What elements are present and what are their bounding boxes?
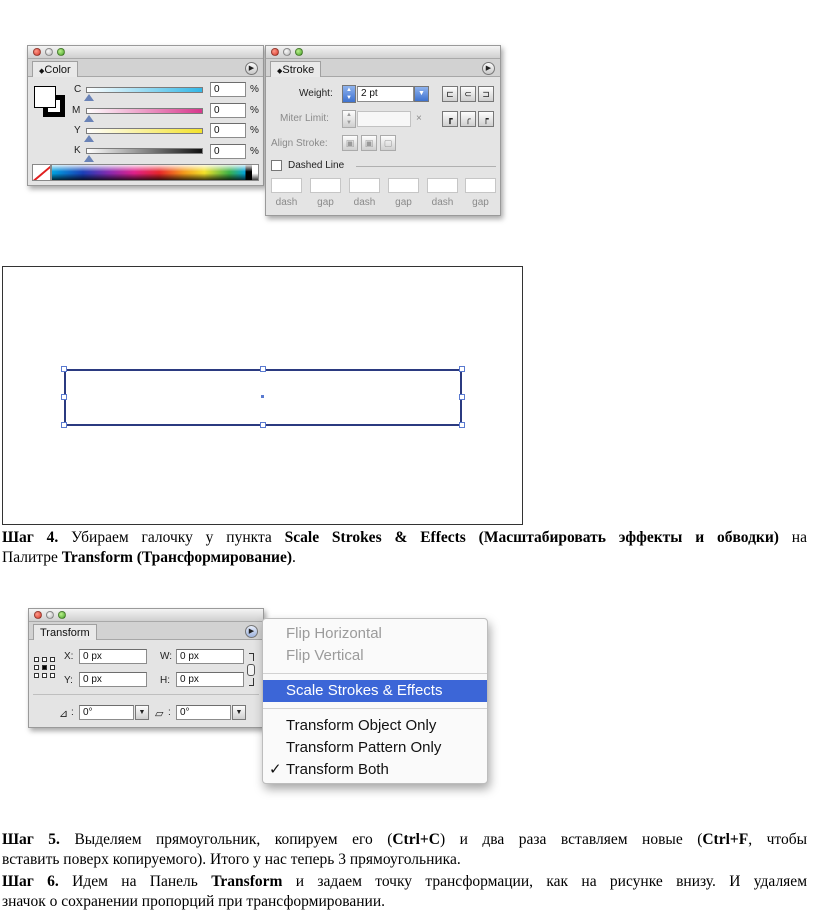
step-4-bold-2: Transform (Трансформирование) [61,549,293,566]
h-input[interactable]: 0 px [176,672,244,687]
channel-k-thumb[interactable] [84,155,94,162]
close-icon[interactable] [34,611,42,619]
round-join-icon: ╭ [465,114,471,124]
minimize-icon[interactable] [45,48,53,56]
y-input[interactable]: 0 px [79,672,147,687]
shear-label: : [168,707,171,718]
chevron-down-icon: ▼ [235,709,243,716]
channel-y-label: Y [74,125,81,136]
rotate-label: : [71,707,74,718]
channel-k-unit: % [250,146,259,157]
channel-y-thumb[interactable] [84,135,94,142]
step-5-text-1: Выделяем прямоугольник, копируем его ( [59,831,393,848]
step-5-prefix: Шаг 5. [2,831,60,848]
zoom-icon[interactable] [58,611,66,619]
tab-stroke-label: Stroke [282,64,315,76]
step-5-bold-1: Ctrl+C [392,831,440,848]
close-icon[interactable] [33,48,41,56]
channel-k-slider[interactable] [86,148,203,154]
bevel-join-icon: ┍ [483,114,489,124]
align-inside-icon: ▣ [364,138,374,148]
gap-2-input[interactable] [388,178,419,193]
tab-color[interactable] [32,61,78,77]
w-input[interactable]: 0 px [176,649,244,664]
align-stroke-label: Align Stroke: [271,138,328,149]
transform-panel-divider [33,694,259,695]
transform-pattern-only-label: Transform Pattern Only [286,739,442,756]
channel-m-label: M [72,105,81,116]
handle-top-center[interactable] [260,366,266,372]
zoom-icon[interactable] [295,48,303,56]
miter-limit-input[interactable] [357,111,411,127]
menu-separator [263,673,487,674]
align-outside-icon: ▢ [383,138,393,148]
ref-point-bc[interactable] [42,673,47,678]
handle-middle-left[interactable] [61,394,67,400]
step-4-text-4: . [292,549,296,566]
ref-point-tc[interactable] [42,657,47,662]
h-label: H: [160,675,170,686]
dashed-line-label: Dashed Line [288,160,345,171]
triangle-right-icon: ▶ [485,65,492,72]
step-4-text-3: Палитре [2,549,62,566]
chevron-down-icon: ▼ [418,90,425,97]
channel-c-unit: % [250,84,259,95]
document-canvas[interactable] [2,266,523,525]
step-4-line-1 [2,528,807,548]
miter-join-icon: ┏ [447,114,453,124]
constrain-proportions-icon[interactable] [247,664,255,676]
round-cap-icon: ⊂ [464,89,472,99]
tab-arrows-icon: ◆ [277,68,283,75]
rotate-input[interactable]: 0° [79,705,134,720]
channel-m-slider[interactable] [86,108,203,114]
gap-3-label: gap [472,197,489,208]
handle-middle-right[interactable] [459,394,465,400]
ref-point-tl[interactable] [34,657,39,662]
step-6-text-2: и задаем точку трансформации, как на рисунке внизу. И удаляем [282,873,807,890]
step-5-line-1 [2,830,807,850]
align-inside-button[interactable] [361,135,377,151]
step-6-text-1: Идем на Панель [58,873,212,890]
transform-panel-tabrow [29,622,263,640]
dash-1-input[interactable] [271,178,302,193]
minimize-icon[interactable] [46,611,54,619]
step-6-line-1 [2,872,807,892]
chevron-down-icon: ▼ [138,709,146,716]
stroke-panel-tabrow [266,59,500,77]
menu-item-transform-pattern-only[interactable] [263,737,487,759]
gap-1-input[interactable] [310,178,341,193]
channel-k-input[interactable]: 0 [210,144,246,159]
transform-context-menu [262,618,488,784]
align-center-button[interactable] [342,135,358,151]
gap-1-label: gap [317,197,334,208]
menu-item-transform-both[interactable] [263,759,487,781]
dash-2-input[interactable] [349,178,380,193]
projecting-cap-button[interactable] [478,86,494,102]
step-4-bold-1: Scale Strokes & Effects (Масштабировать эффекты и обводки) [284,529,779,546]
tab-arrows-icon: ◆ [39,68,45,75]
rotate-icon: ⊿ [59,708,69,720]
step-5-line-2: вставить поверх копируемого). Итого у нас теперь 3 прямоугольника. [2,851,461,868]
weight-stepper[interactable]: ▲ ▼ [342,85,356,103]
checkmark-icon: ✓ [269,761,282,778]
scale-strokes-label: Scale Strokes & Effects [286,682,443,699]
step-4-text-2: на [778,529,807,546]
tab-transform[interactable] [33,624,97,640]
color-panel [27,45,264,186]
align-outside-button[interactable] [380,135,396,151]
bevel-join-button[interactable] [478,111,494,127]
triangle-right-icon: ▶ [248,628,255,635]
handle-bottom-left[interactable] [61,422,67,428]
butt-cap-icon: ⊏ [446,89,454,99]
panel-menu-button[interactable] [482,62,495,75]
dashed-line-divider [356,166,496,167]
weight-input[interactable]: 2 pt [357,86,414,102]
dash-3-label: dash [431,197,454,208]
triangle-right-icon: ▶ [248,65,255,72]
step-6-bold-1: Transform [211,873,283,890]
channel-y-slider[interactable] [86,128,203,134]
fill-stroke-swatch[interactable] [34,86,66,118]
zoom-icon[interactable] [57,48,65,56]
channel-c-slider[interactable] [86,87,203,93]
color-panel-tabrow [28,59,263,77]
weight-dropdown[interactable] [414,86,429,102]
miter-stepper[interactable]: ▲ ▼ [342,110,356,128]
menu-item-flip-vertical[interactable] [263,645,487,667]
step-5-text-2: ) и два раза вставляем новые ( [439,831,703,848]
step-5-paragraph [2,830,807,870]
transform-both-label: Transform Both [286,761,389,778]
x-input[interactable]: 0 px [79,649,147,664]
miter-suffix: × [416,113,422,124]
ref-point-br[interactable] [50,673,55,678]
none-slash-icon [32,164,51,181]
weight-label: Weight: [299,88,333,99]
reference-point-grid[interactable] [34,657,56,679]
channel-y-unit: % [250,125,259,136]
shear-dropdown[interactable] [232,705,246,720]
dashed-line-checkbox[interactable] [271,160,282,171]
shear-icon: ▱ [155,708,164,720]
step-4-line-2 [2,548,807,568]
round-join-button[interactable] [460,111,476,127]
panel-menu-button[interactable] [245,62,258,75]
step-5-bold-2: Ctrl+F [702,831,749,848]
step-5-text-3: , чтобы [748,831,807,848]
x-label: X: [64,651,74,662]
channel-m-unit: % [250,105,259,116]
handle-top-left[interactable] [61,366,67,372]
menu-separator [263,708,487,709]
handle-top-right[interactable] [459,366,465,372]
close-icon[interactable] [271,48,279,56]
rectangle-center-point [261,395,264,398]
channel-c-thumb[interactable] [84,94,94,101]
flip-vertical-label: Flip Vertical [286,647,364,664]
gap-3-input[interactable] [465,178,496,193]
none-swatch[interactable] [32,164,51,181]
menu-item-flip-horizontal[interactable] [263,623,487,645]
dash-3-input[interactable] [427,178,458,193]
step-4-text-1: Убираем галочку у пункта [58,529,285,546]
menu-item-scale-strokes-effects[interactable] [263,680,487,702]
ref-point-bl[interactable] [34,673,39,678]
shear-input[interactable]: 0° [176,705,231,720]
step-6-line-2: значок о сохранении пропорций при трансформировании. [2,893,385,910]
stroke-panel-titlebar[interactable] [266,46,500,59]
step-4-prefix: Шаг 4. [2,529,59,546]
tab-color-label: Color [44,64,71,76]
stroke-panel [265,45,501,216]
transform-panel [28,608,264,728]
menu-item-transform-object-only[interactable] [263,715,487,737]
panel-menu-button[interactable] [245,625,258,638]
channel-k-label: K [74,145,81,156]
handle-bottom-right[interactable] [459,422,465,428]
transform-panel-titlebar[interactable] [29,609,263,622]
y-label: Y: [64,675,73,686]
step-4-paragraph [2,528,807,568]
gap-2-label: gap [395,197,412,208]
ref-point-mr[interactable] [50,665,55,670]
constrain-bracket-bottom [249,678,254,686]
ref-point-tr[interactable] [50,657,55,662]
minimize-icon[interactable] [283,48,291,56]
color-panel-titlebar[interactable] [28,46,263,59]
miter-join-button[interactable] [442,111,458,127]
channel-y-input[interactable]: 0 [210,123,246,138]
flip-horizontal-label: Flip Horizontal [286,625,382,642]
ref-point-ml[interactable] [34,665,39,670]
step-6-prefix: Шаг 6. [2,873,59,890]
fill-swatch[interactable] [34,86,56,108]
tab-transform-label: Transform [40,627,90,639]
color-ramp[interactable] [51,164,259,181]
channel-c-input[interactable]: 0 [210,82,246,97]
round-cap-button[interactable] [460,86,476,102]
dash-1-label: dash [275,197,298,208]
constrain-bracket-top [249,653,254,661]
rotate-dropdown[interactable] [135,705,149,720]
handle-bottom-center[interactable] [260,422,266,428]
channel-m-thumb[interactable] [84,115,94,122]
w-label: W: [160,651,173,662]
dash-2-label: dash [353,197,376,208]
channel-c-label: C [74,84,82,95]
projecting-cap-icon: ⊐ [482,89,490,99]
miter-limit-label: Miter Limit: [280,113,329,124]
ref-point-center[interactable] [42,665,47,670]
tab-stroke[interactable] [270,61,321,77]
step-6-paragraph [2,872,807,912]
channel-m-input[interactable]: 0 [210,103,246,118]
align-center-icon: ▣ [345,138,355,148]
transform-object-only-label: Transform Object Only [286,717,437,734]
butt-cap-button[interactable] [442,86,458,102]
